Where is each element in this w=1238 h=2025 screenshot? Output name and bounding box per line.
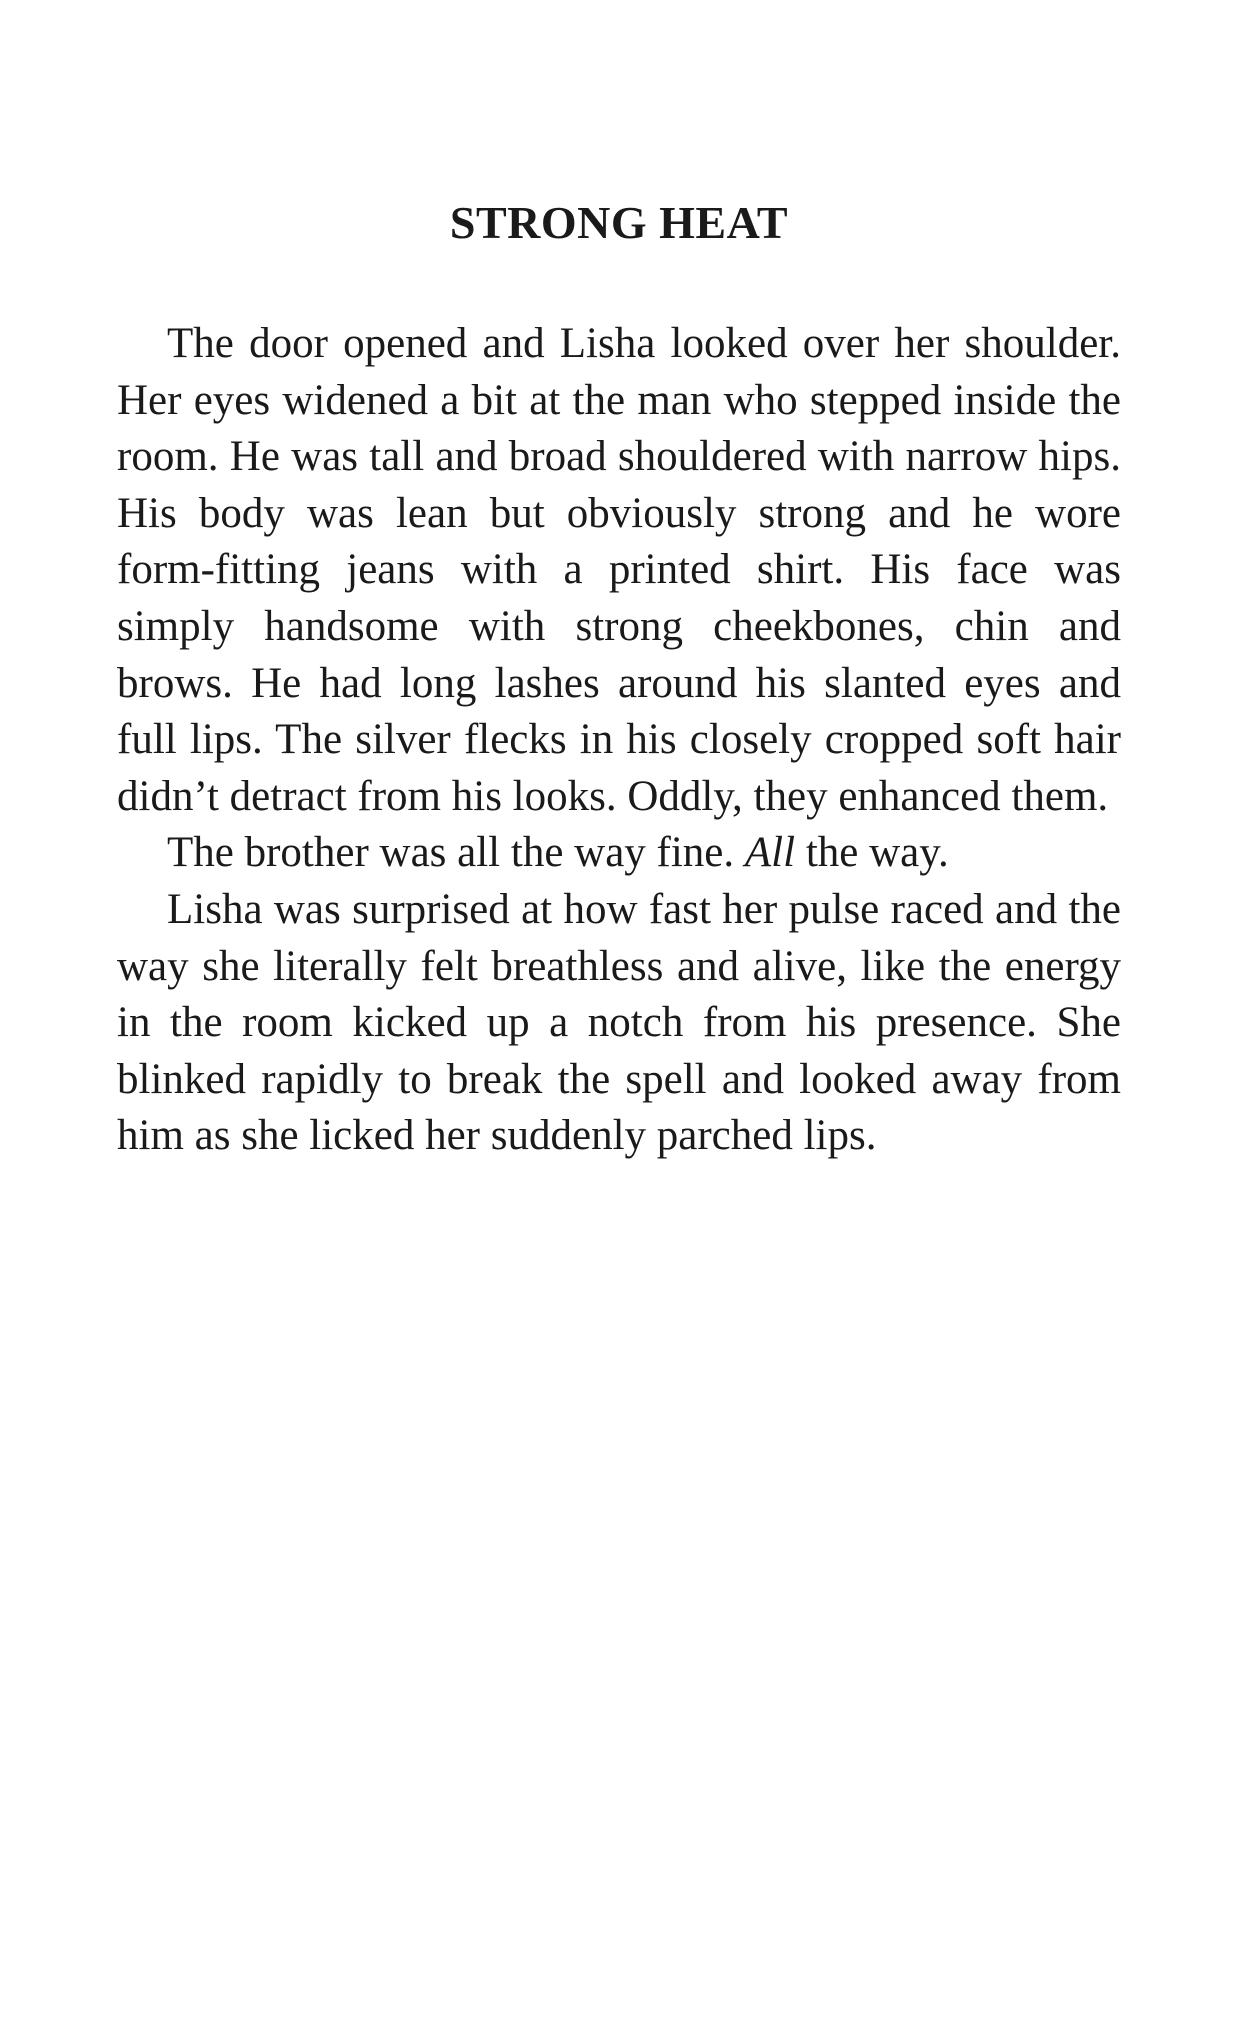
paragraph-2-before: The brother was all the way fine. [167,829,745,877]
paragraph-2-emphasis: All [744,829,796,877]
paragraph-2-after: the way. [795,829,949,877]
chapter-title: STRONG HEAT [449,197,789,248]
paragraph-1: The door opened and Lisha looked over her shoulder. Her eyes widened a bit at the man who stepped inside the room. He was tall and broad shouldered with narrow hips. His body was lean but obviously strong and he wore form-fitting jeans with a printed shirt. His face was simply handsome with strong cheekbones, chin and brows. He had long lashes around his slanted eyes and full lips. The silver flecks in his closely cropped soft hair didn’t detract from his looks. Oddly, they enhanced them. [117,320,1121,820]
paragraph-3: Lisha was surprised at how fast her pulse raced and the way she literally felt breathless and alive, like the energy in the room kicked up a notch from his presence. She blinked rapidly to break the spell and looked away from him as she licked her suddenly parched lips. [117,885,1121,1160]
chapter-body [117,316,1121,1165]
paragraph-2 [117,825,1121,882]
